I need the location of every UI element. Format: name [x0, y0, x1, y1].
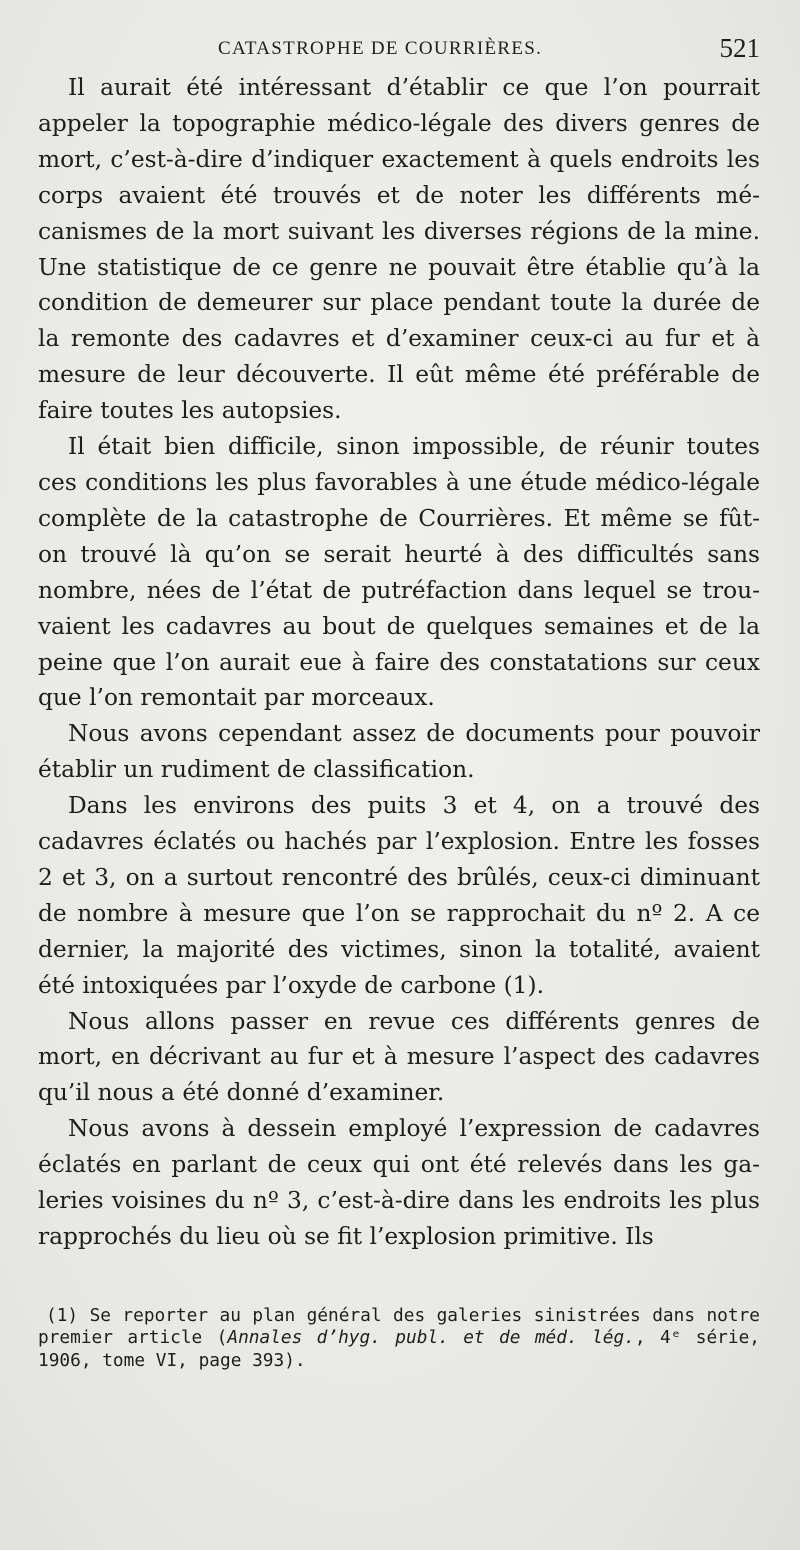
body-text [38, 70, 760, 1255]
running-title: CATASTROPHE DE COURRIÈRES. [218, 38, 543, 59]
footnote [38, 1305, 760, 1373]
page-number: 521 [719, 33, 760, 63]
page-header [38, 30, 760, 70]
paragraph: Dans les environs des puits 3 et 4, on a trouvé des cadavres éclatés ou hachés par l’explosion. Entre les fosses 2 et 3, on a surtout rencontré des brûlés, ceux-ci diminuant de nombre à mesure que l’on se rapprochait du nº 2. A ce dernier, la majorité des victimes, sinon la totalité, avaient été intoxiquées par l’oxyde de carbone (1). [38, 792, 760, 999]
paragraph: Nous avons cependant assez de documents pour pouvoir établir un rudiment de classification. [38, 720, 760, 784]
paragraph: Il aurait été intéressant d’établir ce que l’on pourrait appeler la topographie médico-légale des divers genres de mort, c’est-à-dire d’indiquer exactement à quels endroits les corps avaient été trouvés et de noter les différents mécanismes de la mort suivant les diverses régions de la mine. Une statistique de ce genre ne pouvait être établie qu’à la condition de demeurer sur place pendant toute la durée de la remonte des cadavres et d’examiner ceux-ci au fur et à mesure de leur découverte. Il eût même été préférable de faire toutes les autopsies. [38, 74, 760, 425]
footnote-text [38, 1305, 760, 1373]
footnote-text-end: , 4ᵉ série, 1906, tome VI, page 393). [38, 1327, 760, 1371]
paragraph: Nous avons à dessein employé l’expression de cadavres éclatés en parlant de ceux qui ont été relevés dans les galeries voisines du nº 3, c’est-à-dire dans les endroits les plus rapprochés du lieu où se fit l’explosion primitive. Ils [38, 1115, 760, 1250]
paragraph: Il était bien difficile, sinon impossible, de réunir toutes ces conditions les plus favorables à une étude médico-légale complète de la catastrophe de Courrières. Et même se fût-on trouvé là qu’on se serait heurté à des difficultés sans nombre, nées de l’état de putréfaction dans lequel se trouvaient les cadavres au bout de quelques semaines et de la peine que l’on aurait eue à faire des constatations sur ceux que l’on remontait par morceaux. [38, 433, 760, 712]
footnote-journal-title: Annales d’hyg. publ. et de méd. lég. [227, 1327, 635, 1349]
paragraph: Nous allons passer en revue ces différents genres de mort, en décrivant au fur et à mesure l’aspect des cadavres qu’il nous a été donné d’examiner. [38, 1007, 760, 1107]
footnote-text-start: (1) Se reporter au plan général des galeries sinistrées dans notre premier article ( [38, 1304, 760, 1349]
